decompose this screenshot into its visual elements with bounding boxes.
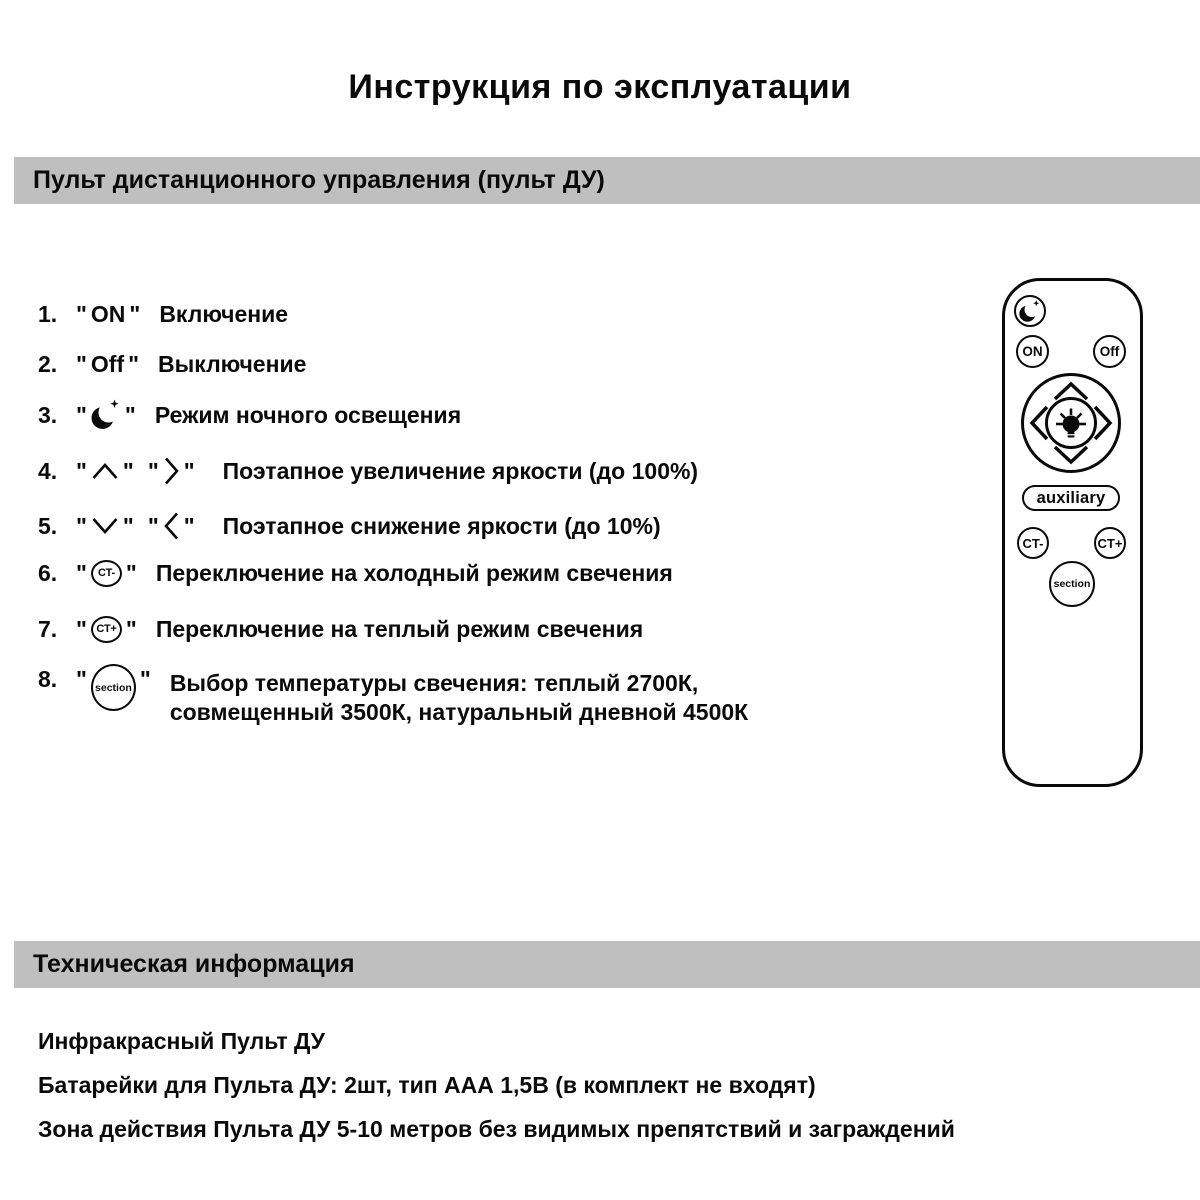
quote-mark: " [183, 457, 195, 484]
list-item-7 [38, 611, 643, 647]
chevron-up-icon [91, 461, 119, 481]
tech-line: Инфракрасный Пульт ДУ [38, 1028, 325, 1054]
quote-mark: " [128, 350, 140, 377]
item-number: 6. [38, 559, 58, 586]
section-heading-tech [14, 941, 1200, 988]
night-mode-button [1014, 295, 1046, 327]
ct-minus-button-label: CT- [91, 560, 122, 587]
list-item-8 [38, 666, 890, 727]
quote-mark: " [147, 512, 159, 539]
list-item-4 [38, 453, 698, 489]
button-reference [72, 458, 138, 485]
ct-plus-button: CT+ [1094, 527, 1126, 559]
quote-mark: " [125, 559, 137, 586]
quote-mark: " [122, 457, 134, 484]
on-button: ON [1016, 335, 1049, 368]
item-text: Режим ночного освещения [154, 401, 462, 428]
item-number: 3. [38, 401, 58, 428]
page-title: Инструкция по эксплуатации [348, 68, 852, 106]
chevron-down-icon [91, 516, 119, 536]
section-heading-remote-label: Пульт дистанционного управления (пульт ДУ) [33, 166, 605, 194]
button-reference [144, 456, 199, 486]
chevron-left-icon [1032, 407, 1047, 439]
chevron-down-icon [1055, 447, 1087, 462]
quote-mark: " [76, 615, 87, 642]
item-number: 7. [38, 615, 58, 642]
item-number: 5. [38, 512, 58, 539]
chevron-right-icon [163, 456, 180, 486]
chevron-up-icon [1055, 384, 1087, 399]
quote-mark: " [76, 350, 87, 377]
button-reference [72, 616, 141, 643]
button-reference [72, 398, 140, 432]
quote-mark: " [139, 666, 151, 692]
item-text: Поэтапное снижение яркости (до 10%) [222, 512, 661, 539]
item-number: 8. [38, 666, 58, 692]
item-number: 4. [38, 457, 58, 484]
tech-info [38, 1026, 955, 1158]
quote-mark: " [76, 512, 87, 539]
item-text: Включение [159, 300, 289, 327]
quote-mark: " [76, 559, 87, 586]
on-button-label: ON [90, 300, 126, 327]
item-text: Поэтапное увеличение яркости (до 100%) [222, 457, 699, 484]
dpad-control [1019, 371, 1123, 475]
item-text: Переключение на холодный режим свечения [155, 559, 673, 586]
tech-line: Зона действия Пульта ДУ 5-10 метров без видимых препятствий и заграждений [38, 1116, 955, 1142]
quote-mark: " [76, 300, 87, 327]
item-number: 1. [38, 300, 58, 327]
quote-mark: " [183, 512, 195, 539]
item-number: 2. [38, 350, 58, 377]
item-text: Переключение на теплый режим свечения [155, 615, 644, 642]
chevron-right-icon [1095, 407, 1110, 439]
list-item-5 [38, 508, 661, 544]
moon-star-icon [1019, 299, 1041, 324]
tech-line: Батарейки для Пульта ДУ: 2шт, тип ААА 1,5В (в комплект не входят) [38, 1072, 816, 1098]
remote-illustration [1002, 278, 1143, 787]
quote-mark: " [147, 457, 159, 484]
button-reference [72, 513, 138, 540]
button-reference [72, 301, 144, 328]
section-button: section [1049, 561, 1095, 607]
list-item-3 [38, 397, 461, 433]
auxiliary-button: auxiliary [1022, 485, 1120, 511]
off-button: Off [1093, 335, 1126, 368]
quote-mark: " [122, 512, 134, 539]
bulb-icon [1056, 409, 1086, 438]
off-button-label: Off [90, 350, 125, 377]
button-reference [72, 351, 143, 378]
quote-mark: " [76, 401, 87, 428]
list-item-1 [38, 296, 288, 332]
button-reference [72, 666, 155, 711]
list-item-2 [38, 346, 306, 382]
item-text: Выбор температуры свечения: теплый 2700К, совмещенный 3500К, натуральный дневной 4500К [169, 670, 749, 725]
list-item-6 [38, 555, 673, 591]
item-text: Выключение [158, 350, 307, 377]
quote-mark: " [124, 401, 136, 428]
ct-minus-button: CT- [1017, 527, 1049, 559]
quote-mark: " [129, 300, 141, 327]
button-reference [72, 560, 141, 587]
ct-plus-button-label: CT+ [91, 616, 122, 643]
quote-mark: " [125, 615, 137, 642]
section-button-label: section [91, 664, 136, 711]
section-heading-tech-label: Техническая информация [33, 950, 355, 978]
moon-star-icon [91, 398, 121, 432]
quote-mark: " [76, 457, 87, 484]
chevron-left-icon [163, 511, 180, 541]
button-reference [144, 511, 199, 541]
section-heading-remote [14, 157, 1200, 204]
quote-mark: " [76, 666, 87, 692]
